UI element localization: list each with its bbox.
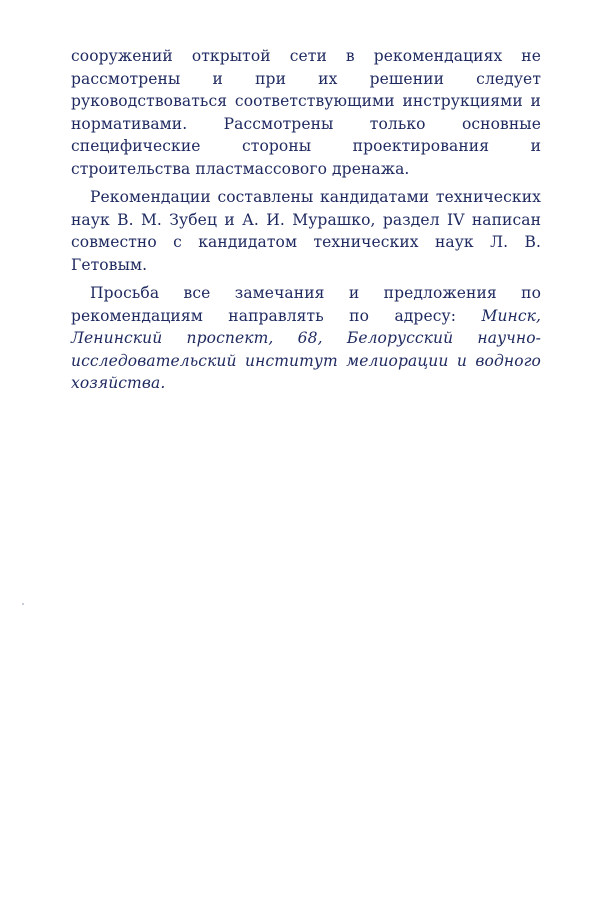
feedback-request-text: Просьба все замечания и предложения по рекомендациям направлять по адресу: [71,284,541,325]
institute-address: Минск, Ленинский проспект, 68, Белорусский научно-исследовательский институт мелиорации и водного хозяйства. [71,306,541,392]
paragraph-scope-note: сооружений открытой сети в рекомендациях не рассмотрены и при их решении следует руководствоваться соответствующими инструкциями и нормативами. Рассмотрены только основные специфические стороны проектирования и строительства пластмассового дренажа. [71,47,541,178]
paragraph-authors: Рекомендации составлены кандидатами технических наук В. М. Зубец и А. И. Мурашко, раздел IV написан совместно с кандидатом технических наук Л. В. Гетовым. [71,188,541,274]
body-text [71,45,541,395]
paper-speck [22,603,24,605]
paragraph-feedback-request [71,282,541,395]
